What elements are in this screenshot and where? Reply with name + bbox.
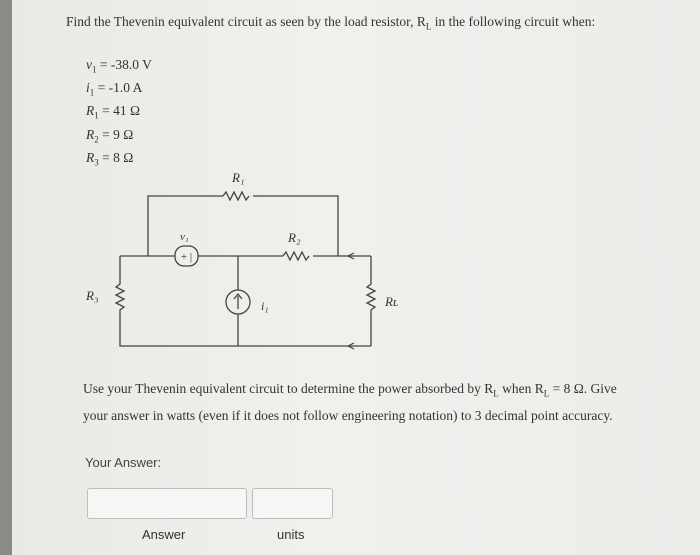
given-r1: $R_1 = 41$ Ω xyxy=(86,103,141,122)
given-r2: $R_2 = 9$ Ω xyxy=(86,126,134,145)
wire-top-right xyxy=(253,196,338,256)
r3-resistor xyxy=(116,256,238,346)
prompt-subscript: L xyxy=(425,21,432,32)
prompt-text: Find the Thevenin equivalent circuit as seen by the load resistor, R xyxy=(66,14,426,29)
r1-resistor xyxy=(223,192,249,200)
rl-label: Rʟ xyxy=(385,294,398,309)
v1-polarity: + | xyxy=(180,251,193,263)
answer-input[interactable] xyxy=(87,488,247,519)
units-input[interactable] xyxy=(252,488,333,519)
given-i1: $i_1 = -1.0$ A xyxy=(86,80,143,98)
rl-resistor xyxy=(367,256,375,346)
your-answer-label: Your Answer: xyxy=(85,455,162,470)
prompt-tail: in the following circuit when: xyxy=(431,14,596,29)
r3-label: R₃ xyxy=(86,288,99,303)
given-values xyxy=(86,56,152,172)
units-caption: units xyxy=(277,527,305,542)
r2-label: R₂ xyxy=(288,230,301,245)
given-r3: $R_3 = 8$ Ω xyxy=(86,149,134,168)
answer-caption: Answer xyxy=(142,527,186,542)
given-v1: $v_1 = -38.0$ V xyxy=(86,57,152,75)
circuit-diagram xyxy=(78,160,398,360)
i1-label: i₁ xyxy=(261,299,269,313)
v1-label: v₁ xyxy=(180,231,189,243)
r1-label: R₁ xyxy=(232,170,245,185)
question-text: Use your Thevenin equivalent circuit to determine the power absorbed by $R_L$ when $R_L = 8$ Ω. Give your answer in watts (even if it does not follow engineering notation) to 3 decimal point accuracy. xyxy=(83,381,617,423)
r2-resistor xyxy=(283,252,309,260)
load-terminal-arrows xyxy=(348,253,354,349)
problem-statement xyxy=(66,12,666,37)
